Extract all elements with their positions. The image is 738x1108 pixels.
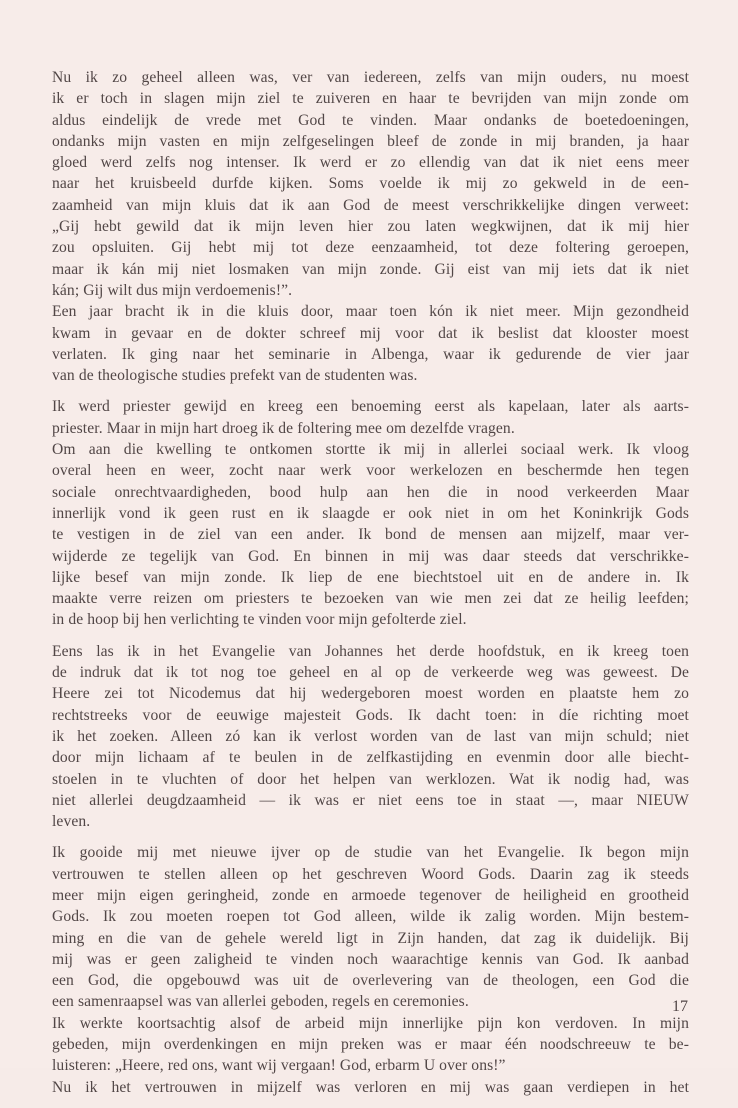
text-line: vertrouwen te stellen alleen op het geschreven Woord Gods. Daarin zag ik steeds <box>52 865 689 883</box>
text-line: maar ik kán mij niet losmaken van mijn zonde. Gij eist van mij iets dat ik niet <box>52 260 689 278</box>
text-line: Heere zei tot Nicodemus dat hij wedergeboren moest worden en plaatste hem zo <box>52 685 689 703</box>
text-line: Ik werd priester gewijd en kreeg een benoeming eerst als kapelaan, later als aarts- <box>52 398 689 416</box>
text-line: innerlijk vond ik geen rust en ik slaagde er ook niet in om het Koninkrijk Gods <box>52 504 689 522</box>
text-line: door mijn lichaam af te beulen in de zelfkastijding en evenmin door alle biecht- <box>52 749 689 767</box>
text-line: „Gij hebt gewild dat ik mijn leven hier zou laten wegkwijnen, dat ik mij hier <box>52 218 689 236</box>
text-line: Gods. Ik zou moeten roepen tot God alleen, wilde ik zalig worden. Mijn bestem- <box>52 908 689 926</box>
text-line: ondanks mijn vasten en mijn zelfgeselingen bleef de zonde in mij branden, ja haar <box>52 132 689 150</box>
text-line: Nu ik het vertrouwen in mijzelf was verloren en mij was gaan verdiepen in het <box>52 1078 689 1096</box>
paragraph <box>52 842 689 1098</box>
body-text <box>52 67 689 1108</box>
text-line: meer mijn eigen geringheid, zonde en armoede tegenover de heiligheid en grootheid <box>52 886 689 904</box>
text-line: maakte verre reizen om priesters te bezoeken van wie men zei dat ze heilig leefden; <box>52 590 689 608</box>
text-line: ik het zoeken. Alleen zó kan ik verlost worden van de last van mijn schuld; niet <box>52 727 689 745</box>
text-line: niet allerlei deugdzaamheid — ik was er niet eens toe in staat —, maar NIEUW <box>52 791 689 809</box>
text-line: zou opsluiten. Gij hebt mij tot deze eenzaamheid, tot deze foltering geroepen, <box>52 239 689 257</box>
text-line: een samenraapsel was van allerlei geboden, regels en ceremonies. <box>52 993 469 1011</box>
text-line: gebeden, mijn overdenkingen en mijn preken was er maar één noodschreeuw te be- <box>52 1036 689 1054</box>
text-line: Om aan die kwelling te ontkomen stortte ik mij in allerlei sociaal werk. Ik vloog <box>52 441 689 459</box>
text-line: aldus eindelijk de vrede met God te vinden. Maar ondanks de boetedoeningen, <box>52 111 689 129</box>
text-line: kwam in gevaar en de dokter schreef mij voor dat ik beslist dat klooster moest <box>52 324 689 342</box>
text-line: kán; Gij wilt dus mijn verdoemenis!”. <box>52 281 293 299</box>
text-line: ik er toch in slagen mijn ziel te zuiveren en haar te bevrijden van mijn zonde om <box>52 90 689 108</box>
text-line: sociale onrechtvaardigheden, bood hulp aan hen die in nood verkeerden Maar <box>52 483 689 501</box>
text-line: Ik gooide mij met nieuwe ijver op de studie van het Evangelie. Ik begon mijn <box>52 844 689 862</box>
text-line: leven. <box>52 813 91 831</box>
text-line: lijke besef van mijn zonde. Ik liep de ene biechtstoel uit en de andere in. Ik <box>52 568 689 586</box>
text-line: een God, die opgebouwd was uit de overlevering van de theologen, een God die <box>52 972 689 990</box>
text-line: priester. Maar in mijn hart droeg ik de foltering mee om dezelfde vragen. <box>52 419 515 437</box>
text-line: in de hoop bij hen verlichting te vinden voor mijn gefolterde ziel. <box>52 611 467 629</box>
paragraph <box>52 67 689 386</box>
text-line: wijderde ze tegelijk van God. En binnen in mij was daar steeds dat verschrikke- <box>52 547 689 565</box>
text-line: Eens las ik in het Evangelie van Johannes het derde hoofdstuk, en ik kreeg toen <box>52 642 689 660</box>
text-line: rechtstreeks voor de eeuwige majesteit Gods. Ik dacht toen: in díe richting moet <box>52 706 689 724</box>
text-line: luisteren: „Heere, red ons, want wij vergaan! God, erbarm U over ons!” <box>52 1057 506 1075</box>
text-line: overal heen en weer, zocht naar werk voor werkelozen en beschermde hen tegen <box>52 462 689 480</box>
text-line: van de theologische studies prefekt van de studenten was. <box>52 367 418 385</box>
text-line: te vestigen in de ziel van een ander. Ik bond de mensen aan mijzelf, maar ver- <box>52 526 689 544</box>
text-line: naar het kruisbeeld durfde kijken. Soms voelde ik mij zo gekweld in de een- <box>52 175 689 193</box>
text-line: Een jaar bracht ik in die kluis door, maar toen kón ik niet meer. Mijn gezondheid <box>52 303 689 321</box>
text-line: Ik werkte koortsachtig alsof de arbeid mijn innerlijke pijn kon verdoven. In mijn <box>52 1014 689 1032</box>
text-line: verlaten. Ik ging naar het seminarie in Albenga, waar ik gedurende de vier jaar <box>52 345 689 363</box>
paragraph <box>52 396 689 630</box>
text-line: zaamheid van mijn kluis dat ik aan God de meest verschrikkelijke dingen verweet: <box>52 196 689 214</box>
text-line: Nu ik zo geheel alleen was, ver van iedereen, zelfs van mijn ouders, nu moest <box>52 69 689 86</box>
page-number: 17 <box>672 998 688 1015</box>
paragraph <box>52 641 689 833</box>
text-line: ming en die van de gehele wereld ligt in Zijn handen, dat zag ik duidelijk. Bij <box>52 929 689 947</box>
text-line: stoelen in te vluchten of door het helpen van werklozen. Wat ik nodig had, was <box>52 770 689 788</box>
text-line: gloed werd zelfs nog intenser. Ik werd er zo ellendig van dat ik niet eens meer <box>52 154 689 172</box>
text-line: de indruk dat ik tot nog toe geheel en al op de verkeerde weg was geweest. De <box>52 664 689 682</box>
text-line: mij was er geen zaligheid te vinden noch waarachtige kennis van God. Ik aanbad <box>52 950 689 968</box>
